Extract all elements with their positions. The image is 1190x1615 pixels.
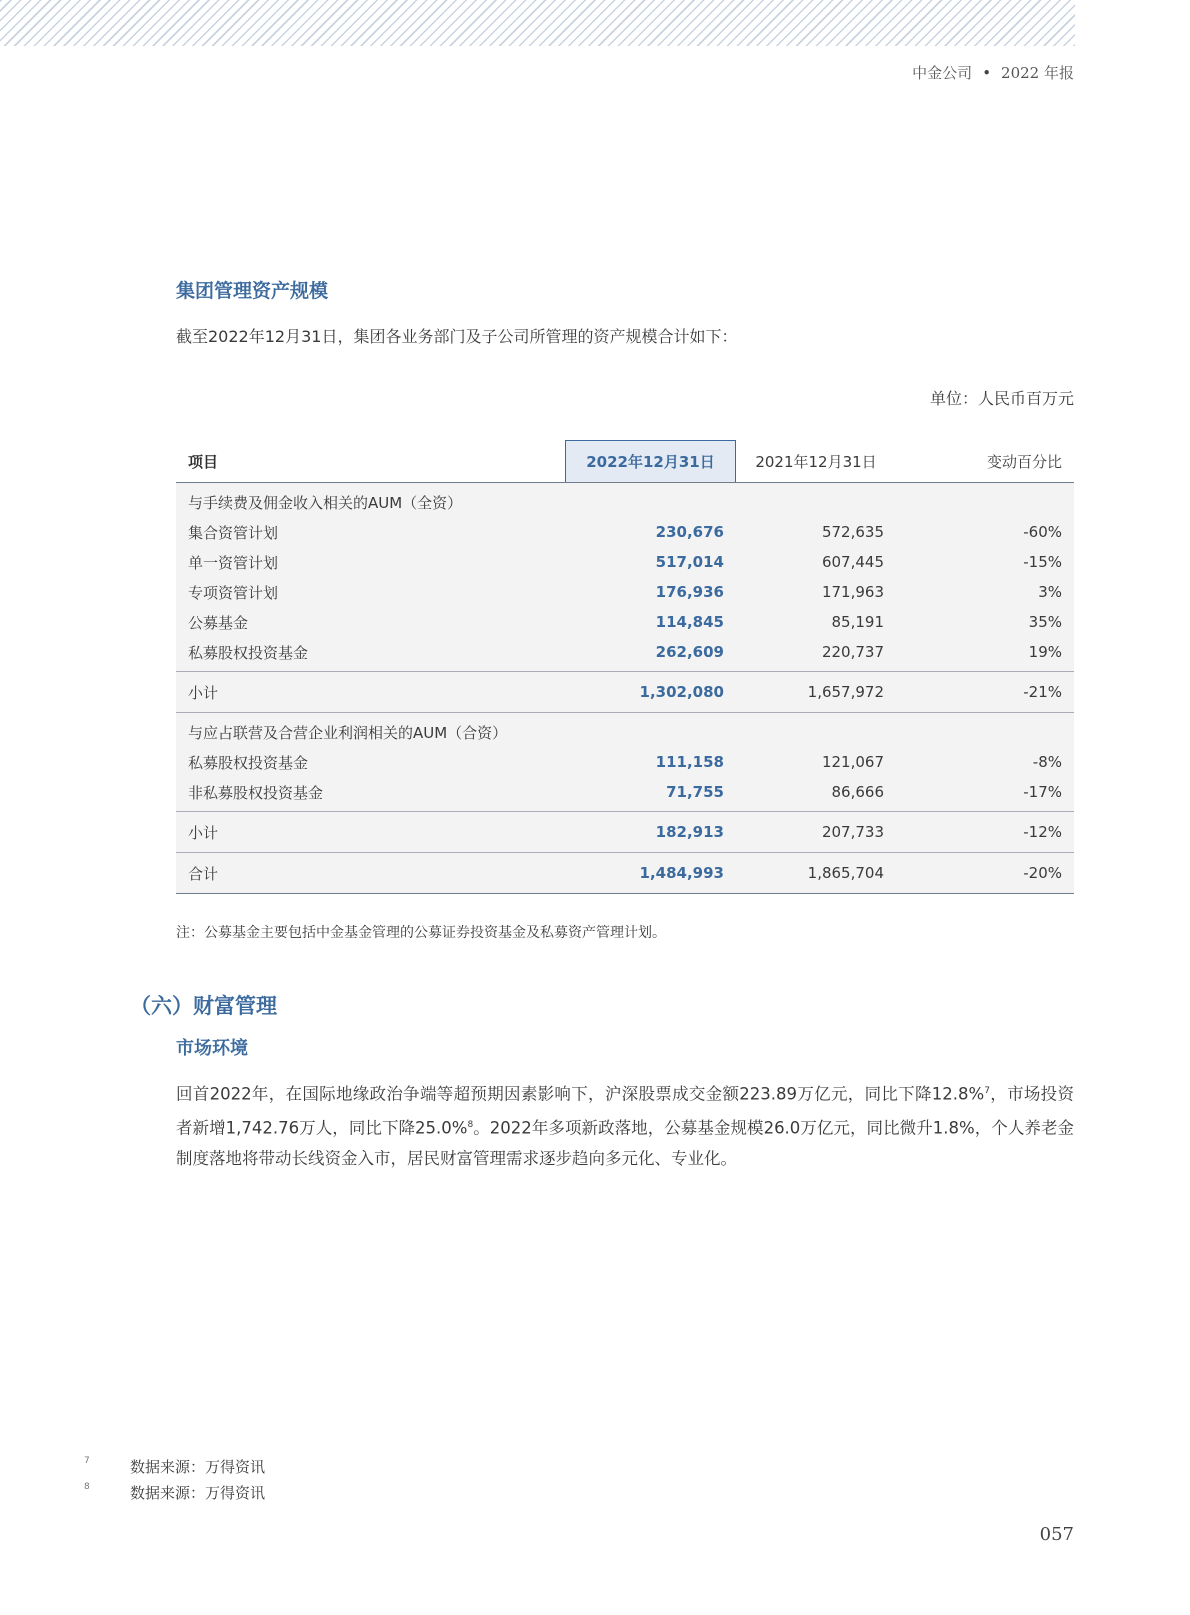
row-label: 非私募股权投资基金 xyxy=(188,783,324,802)
header-2022: 2022年12月31日 xyxy=(586,452,715,471)
table-header-row xyxy=(176,440,1074,483)
value-2022: 517,014 xyxy=(655,553,724,571)
row-label: 小计 xyxy=(188,823,219,842)
unit-label: 单位：人民币百万元 xyxy=(929,389,1074,408)
group-title-row xyxy=(176,717,1074,747)
table-row xyxy=(176,637,1074,667)
value-2022: 71,755 xyxy=(666,783,724,801)
value-2022: 176,936 xyxy=(655,583,724,601)
group-title: 与应占联营及合营企业利润相关的AUM（合资） xyxy=(188,723,508,742)
footnote-ref-8: 8 xyxy=(467,1119,474,1130)
para-part-a: 回首2022年，在国际地缘政治争端等超预期因素影响下，沪深股票成交金额223.89万亿元，同比下降12.8% xyxy=(176,1084,985,1104)
row-label: 私募股权投资基金 xyxy=(188,643,309,662)
market-paragraph xyxy=(176,1076,1074,1174)
value-2021: 121,067 xyxy=(821,753,884,771)
company-name: 中金公司 xyxy=(912,64,973,82)
table-row xyxy=(176,517,1074,547)
page-number: 057 xyxy=(1039,1524,1074,1545)
header-hatch-band xyxy=(0,0,1075,46)
header-change: 变动百分比 xyxy=(986,452,1062,471)
footnote-number: 8 xyxy=(84,1482,90,1492)
value-change: -12% xyxy=(1023,823,1062,841)
table-row xyxy=(176,777,1074,807)
section-title: 集团管理资产规模 xyxy=(176,280,329,302)
market-subheading: 市场环境 xyxy=(176,1038,248,1059)
value-change: 3% xyxy=(1038,583,1062,601)
value-2021: 572,635 xyxy=(821,523,884,541)
report-title: 2022 年报 xyxy=(1001,64,1074,82)
footnote xyxy=(84,1482,265,1503)
row-label: 小计 xyxy=(188,683,219,702)
total-row xyxy=(176,853,1074,894)
wealth-heading: （六）财富管理 xyxy=(130,994,277,1018)
value-2021: 171,963 xyxy=(821,583,884,601)
value-2021: 1,657,972 xyxy=(807,683,884,701)
table-row xyxy=(176,547,1074,577)
table-row xyxy=(176,577,1074,607)
value-change: 35% xyxy=(1028,613,1062,631)
table-row xyxy=(176,607,1074,637)
group-fee-aum xyxy=(176,483,1074,672)
table-note: 注：公募基金主要包括中金基金管理的公募证券投资基金及私募资产管理计划。 xyxy=(176,925,666,941)
value-2021: 85,191 xyxy=(831,613,884,631)
row-label: 专项资管计划 xyxy=(188,583,279,602)
footnote-text: 数据来源：万得资讯 xyxy=(130,1484,266,1502)
group-title-row xyxy=(176,487,1074,517)
footnote xyxy=(84,1456,265,1477)
value-change: -21% xyxy=(1023,683,1062,701)
value-change: -20% xyxy=(1023,864,1062,882)
value-2021: 220,737 xyxy=(821,643,884,661)
aum-table xyxy=(176,440,1074,894)
value-change: -15% xyxy=(1023,553,1062,571)
value-change: -8% xyxy=(1032,753,1062,771)
value-change: -17% xyxy=(1023,783,1062,801)
row-label: 集合资管计划 xyxy=(188,523,279,542)
row-label: 单一资管计划 xyxy=(188,553,279,572)
header-item: 项目 xyxy=(188,452,219,471)
footnote-text: 数据来源：万得资讯 xyxy=(130,1458,266,1476)
row-label: 私募股权投资基金 xyxy=(188,753,309,772)
value-2021: 607,445 xyxy=(821,553,884,571)
value-2021: 207,733 xyxy=(821,823,884,841)
section-intro: 截至2022年12月31日，集团各业务部门及子公司所管理的资产规模合计如下： xyxy=(176,327,738,346)
group-title: 与手续费及佣金收入相关的AUM（全资） xyxy=(188,493,463,512)
header-separator: • xyxy=(982,64,992,82)
footnote-number: 7 xyxy=(84,1456,90,1466)
row-label: 公募基金 xyxy=(188,613,249,632)
value-2022: 114,845 xyxy=(655,613,724,631)
header-2021: 2021年12月31日 xyxy=(755,452,877,471)
value-2021: 1,865,704 xyxy=(807,864,884,882)
group-jv-aum xyxy=(176,713,1074,812)
table-row xyxy=(176,747,1074,777)
running-header xyxy=(912,62,1074,83)
value-2022: 262,609 xyxy=(655,643,724,661)
value-change: 19% xyxy=(1028,643,1062,661)
subtotal-row xyxy=(176,672,1074,713)
para-part-c: 。2022年多项新政落地，公募基金规模26.0万亿元，同比微升1.8%，个人养老金制度落地将带动长线资金入市，居民财富管理需求逐步趋向多元化、专业化。 xyxy=(176,1118,1074,1168)
value-change: -60% xyxy=(1023,523,1062,541)
value-2022: 230,676 xyxy=(655,523,724,541)
value-2022: 182,913 xyxy=(655,823,724,841)
footnote-ref-7: 7 xyxy=(984,1086,990,1096)
value-2022: 1,302,080 xyxy=(639,683,724,701)
value-2022: 111,158 xyxy=(655,753,724,771)
value-2022: 1,484,993 xyxy=(639,864,724,882)
para-part-b: ，市场投资者新增1,742.76万人，同比下降25.0% xyxy=(176,1084,1074,1137)
value-2021: 86,666 xyxy=(831,783,884,801)
row-label: 合计 xyxy=(188,864,219,883)
subtotal-row xyxy=(176,812,1074,853)
